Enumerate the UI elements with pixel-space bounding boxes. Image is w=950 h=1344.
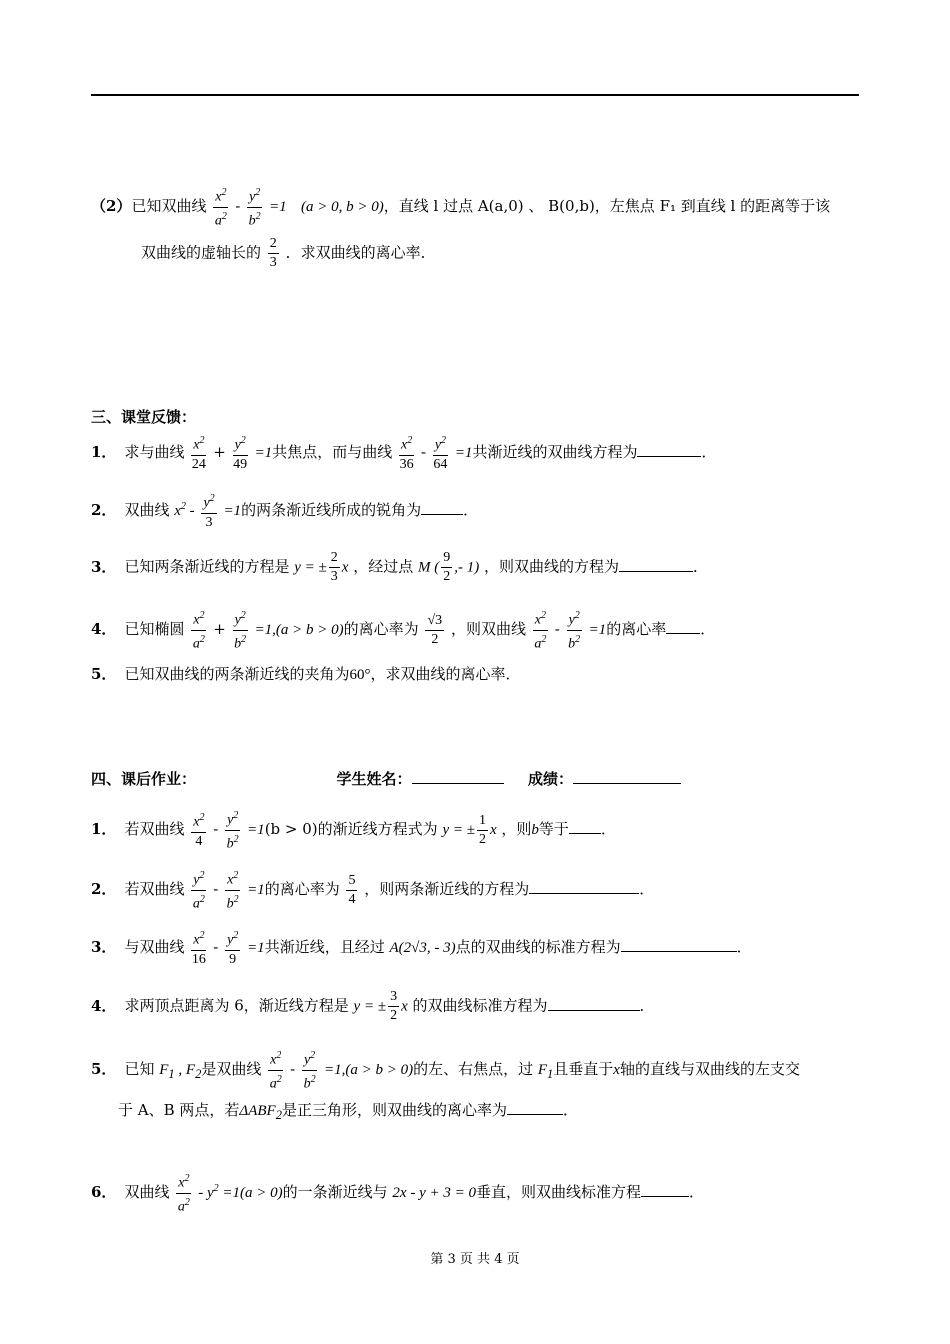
s4-item-6: 6． 双曲线 $\frac{x^2}{a^2}$ - $y^2 =1(a > 0)$的一条渐近线与 2x - y + 3 = 0垂直，则双曲线标准方程 ． [91, 1170, 704, 1216]
s4-item-3: 3． 与双曲线 $\frac{x^2}{16}$ - $\frac{y^2}{9}$ =1共渐近线，且经过 A(2√3, - 3)点的双曲线的标准方程为 ． [91, 927, 752, 969]
answer-blank[interactable] [666, 633, 700, 634]
s3-item-1: 1． 求与曲线 $\frac{x^2}{24}$ + $\frac{y^2}{49}$ =1共焦点，而与曲线 $\frac{x^2}{36}$ - $\frac{y^2}{64}$ =1共渐近线的双曲线方程为 ． [91, 432, 716, 474]
answer-blank[interactable] [507, 1114, 563, 1115]
page-footer: 第 3 页 共 4 页 [430, 1252, 520, 1267]
section-4-title: 四、课后作业： 学生姓名： 成绩： [91, 767, 681, 791]
s3-item-4: 4． 已知椭圆 $\frac{x^2}{a^2}$ + $\frac{y^2}{b^2}$ =1,(a > b > 0)的离心率为 $\frac{√3}{2}$ ，则双曲线 $\frac{x^2}{a^2}$ - $\frac{y^2}{b^2}$ =1的离心率 ． [91, 607, 715, 653]
q2-line1: （2）已知双曲线 $\frac{x^2}{a^2}$ - $\frac{y^2}{b^2}$ =1 (a > 0, b > 0)，直线 l 过点 A(a,0) 、 B(0,b)，左焦点 F₁ 到直线 l 的距离等于该 [91, 184, 830, 230]
score-field[interactable] [573, 783, 681, 784]
s3-item-2: 2． 双曲线 $x^2$ - $\frac{y^2}{3}$ =1的两条渐近线所成的锐角为 ． [91, 490, 478, 532]
header-rule [91, 94, 859, 96]
fraction: $\frac{x^2}{a^2}$ [213, 184, 228, 230]
answer-blank[interactable] [421, 514, 463, 515]
q2-line2: 双曲线的虚轴长的 $\frac{2}{3}$ ．求双曲线的离心率． [141, 236, 436, 270]
answer-blank[interactable] [569, 833, 601, 834]
s4-item-5: 5． 已知 $F_1$ , $F_2$是双曲线 $\frac{x^2}{a^2}$ - $\frac{y^2}{b^2}$ =1,(a > b > 0)的左、右焦点，过 $F_1$且垂直于x轴的直线与双曲线的左支交 [91, 1047, 800, 1093]
answer-blank[interactable] [619, 571, 693, 572]
answer-blank[interactable] [637, 456, 701, 457]
s4-item-4: 4． 求两顶点距离为 6，渐近线方程是 y = ± $\frac{3}{2}$ x 的双曲线标准方程为 ． [91, 989, 655, 1023]
s4-item-1: 1． 若双曲线 $\frac{x^2}{4}$ - $\frac{y^2}{b^2}$ =1(b > 0)的渐近线方程式为 y = ± $\frac{1}{2}$ x ，则b等于 ． [91, 807, 616, 853]
student-name-field[interactable] [412, 783, 504, 784]
s4-item-5-line2: 于 A、B 两点，若$\Delta ABF_2$是正三角形，则双曲线的离心率为 ． [118, 1101, 578, 1122]
answer-blank[interactable] [529, 893, 639, 894]
answer-blank[interactable] [641, 1196, 689, 1197]
fraction: $\frac{y^2}{b^2}$ [247, 184, 262, 230]
s4-item-2: 2． 若双曲线 $\frac{y^2}{a^2}$ - $\frac{x^2}{b^2}$ =1的离心率为 $\frac{5}{4}$ ，则两条渐近线的方程为 ． [91, 867, 654, 913]
s3-item-5: 5． 已知双曲线的两条渐近线的夹角为60°，求双曲线的离心率． [91, 665, 521, 683]
section-3-title: 三、课堂反馈： [91, 408, 197, 426]
answer-blank[interactable] [621, 951, 737, 952]
s3-item-3: 3． 已知两条渐近线的方程是 y = ± $\frac{2}{3}$ x ，经过点 M ( $\frac{9}{2}$ ,- 1) ，则双曲线的方程为 ． [91, 550, 709, 584]
answer-blank[interactable] [548, 1010, 640, 1011]
